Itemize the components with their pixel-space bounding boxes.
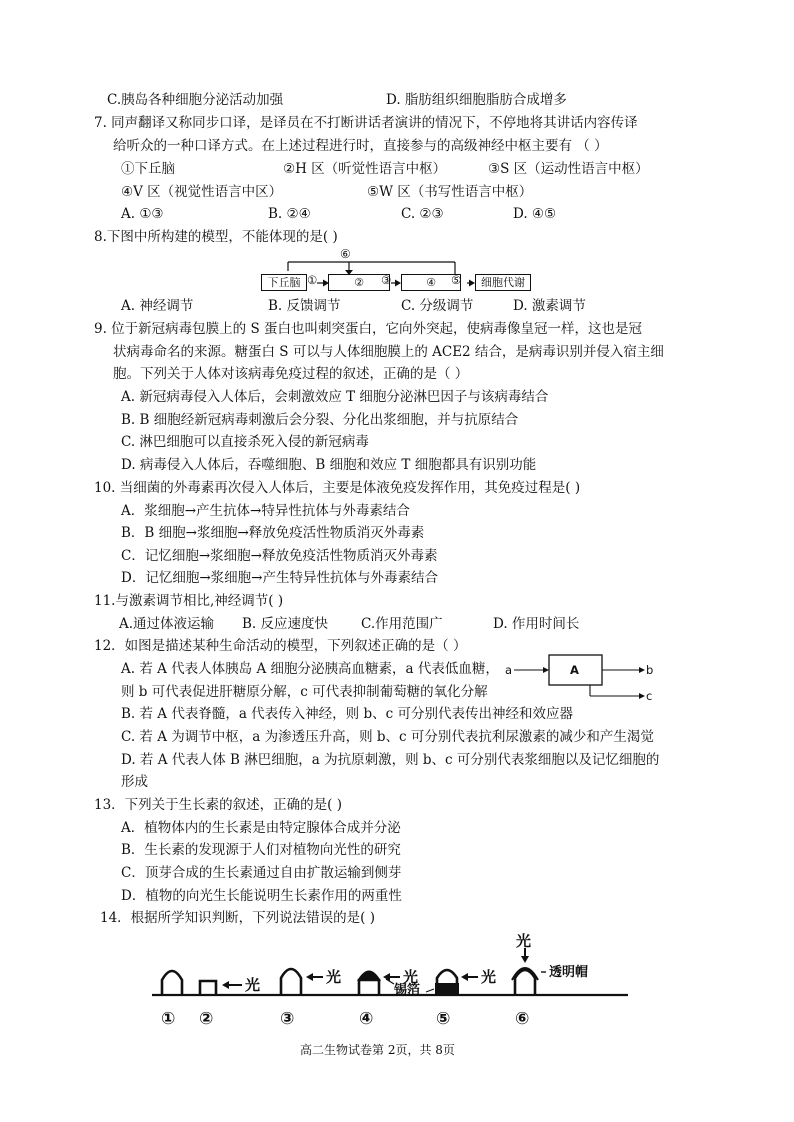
q14-label-5: ⑤ [436, 1009, 451, 1029]
q7-option-b: B. ②④ [268, 206, 311, 222]
q12-option-a-line2: 则 b 可代表促进肝糖原分解，c 可代表抑制葡萄糖的氧化分解 [121, 684, 488, 700]
q9-option-b: B. B 细胞经新冠病毒刺激后会分裂、分化出浆细胞，并与抗原结合 [121, 412, 519, 428]
q7-stem-line1: 7. 同声翻译又称同步口译，是译员在不打断讲话者演讲的情况下，不停地将其讲话内容传译 [94, 115, 638, 131]
q11-option-a: A.通过体液运输 [119, 616, 215, 632]
q8-model-diagram [255, 246, 565, 294]
q10-option-c: C．记忆细胞→浆细胞→释放免疫活性物质消灭外毒素 [121, 548, 438, 564]
q12-label-c: c [646, 689, 653, 703]
q8-box-4: ④ [401, 274, 461, 291]
q12-stem: 12．如图是描述某种生命活动的模型，下列叙述正确的是（ ） [94, 638, 467, 654]
q8-label-6: ⑥ [340, 247, 351, 261]
q13-option-c: C．顶芽合成的生长素通过自由扩散运输到侧芽 [121, 865, 402, 881]
q14-coleoptile-figure [150, 932, 630, 1032]
q9-option-a: A. 新冠病毒侵入人体后，会刺激效应 T 细胞分泌淋巴因子与该病毒结合 [121, 389, 549, 405]
q10-option-a: A．浆细胞→产生抗体→特异性抗体与外毒素结合 [121, 503, 410, 519]
q14-light-label-2: 光 [245, 976, 261, 994]
q12-option-a-line1: A. 若 A 代表人体胰岛 A 细胞分泌胰高血糖素，a 代表低血糖， [121, 661, 499, 677]
q6-option-c: C.胰岛各种细胞分泌活动加强 [107, 92, 284, 108]
q14-light-label-6: 光 [516, 932, 532, 950]
q8-label-5: ⑤ [451, 273, 462, 287]
page-footer: 高二生物试卷第 2页，共 8页 [300, 1043, 455, 1057]
q7-item-4: ④V 区（视觉性语言中区） [121, 184, 283, 200]
q14-label-2: ② [199, 1009, 214, 1029]
q14-label-4: ④ [359, 1009, 374, 1029]
q13-option-d: D．植物的向光生长能说明生长素作用的两重性 [121, 888, 402, 904]
q12-box-a: A [570, 663, 579, 677]
q12-option-d-line2: 形成 [121, 774, 148, 790]
q11-option-c: C.作用范围广 [361, 616, 443, 632]
q14-label-3: ③ [280, 1009, 295, 1029]
q13-stem: 13．下列关于生长素的叙述，正确的是( ) [94, 797, 343, 813]
q8-option-c: C. 分级调节 [401, 298, 474, 314]
q14-label-1: ① [161, 1009, 176, 1029]
q14-foil-label: 锡箔 [394, 983, 421, 998]
q8-stem: 8.下图中所构建的模型，不能体现的是( ) [94, 229, 338, 245]
q8-box-cell-metabolism: 细胞代谢 [475, 274, 531, 291]
q14-light-label-3: 光 [326, 968, 342, 986]
q7-option-c: C. ②③ [401, 206, 444, 222]
q9-option-d: D. 病毒侵入人体后，吞噬细胞、B 细胞和效应 T 细胞都具有识别功能 [121, 457, 537, 473]
q12-label-a: a [505, 663, 513, 677]
q8-label-1: ① [307, 273, 318, 287]
q7-item-2: ②H 区（听觉性语言中枢） [283, 161, 447, 177]
q8-option-d: D. 激素调节 [513, 298, 586, 314]
q11-option-d: D. 作用时间长 [493, 616, 580, 632]
q7-item-1: ①下丘脑 [121, 161, 175, 177]
q7-option-a: A. ①③ [121, 206, 164, 222]
q7-option-d: D. ④⑤ [513, 206, 557, 222]
q12-option-d-line1: D. 若 A 代表人体 B 淋巴细胞，a 为抗原刺激，则 b、c 可分别代表浆细胞以及记忆细胞的 [121, 752, 660, 768]
q12-option-b: B. 若 A 代表脊髓，a 代表传入神经，则 b、c 可分别代表传出神经和效应器 [121, 706, 573, 722]
q8-label-3: ③ [381, 273, 392, 287]
q9-option-c: C. 淋巴细胞可以直接杀死入侵的新冠病毒 [121, 434, 369, 450]
q14-figure-drawing [150, 932, 630, 1032]
q8-box-2: ② [328, 274, 390, 291]
q14-light-label-4: 光 [403, 968, 419, 986]
q10-option-b: B．B 细胞→浆细胞→释放免疫活性物质消灭外毒素 [121, 525, 425, 541]
q13-option-b: B．生长素的发现源于人们对植物向光性的研究 [121, 842, 401, 858]
q10-option-d: D．记忆细胞→浆细胞→产生特异性抗体与外毒素结合 [121, 570, 438, 586]
q10-stem: 10. 当细菌的外毒素再次侵入人体后，主要是体液免疫发挥作用，其免疫过程是( ) [94, 480, 581, 496]
q14-label-6: ⑥ [515, 1009, 530, 1029]
q9-stem-line2: 状病毒命名的来源。糖蛋白 S 可以与人体细胞膜上的 ACE2 结合，是病毒识别并侵入宿主细 [113, 344, 664, 360]
q11-stem: 11.与激素调节相比,神经调节( ) [94, 593, 284, 609]
q8-option-b: B. 反馈调节 [268, 298, 341, 314]
q14-cap-label: 透明帽 [549, 965, 589, 980]
q12-model-diagram [502, 651, 658, 703]
q11-option-b: B. 反应速度快 [242, 616, 329, 632]
q9-stem-line1: 9. 位于新冠病毒包膜上的 S 蛋白也叫刺突蛋白，它向外突起，使病毒像皇冠一样，这也是冠 [94, 321, 643, 337]
q12-option-c: C. 若 A 为调节中枢，a 为渗透压升高，则 b、c 可分别代表抗利尿激素的减少和产生渴觉 [121, 729, 654, 745]
q13-option-a: A．植物体内的生长素是由特定腺体合成并分泌 [121, 820, 401, 836]
q7-item-3: ③S 区（运动性语言中枢） [488, 161, 649, 177]
q14-stem: 14．根据所学知识判断，下列说法错误的是( ) [100, 910, 376, 926]
q12-diagram-lines [502, 651, 658, 703]
q7-item-5: ⑤W 区（书写性语言中枢） [367, 184, 533, 200]
q14-light-label-5: 光 [481, 968, 497, 986]
q9-stem-line3: 胞。下列关于人体对该病毒免疫过程的叙述，正确的是（ ） [113, 366, 469, 382]
q12-label-b: b [646, 663, 654, 677]
q7-stem-line2: 给听众的一种口译方式。在上述过程进行时，直接参与的高级神经中枢主要有 （ ） [113, 138, 608, 154]
q8-option-a: A. 神经调节 [121, 298, 194, 314]
q8-box-hypothalamus: 下丘脑 [261, 274, 307, 291]
q6-option-d: D. 脂肪组织细胞脂肪合成增多 [386, 92, 567, 108]
